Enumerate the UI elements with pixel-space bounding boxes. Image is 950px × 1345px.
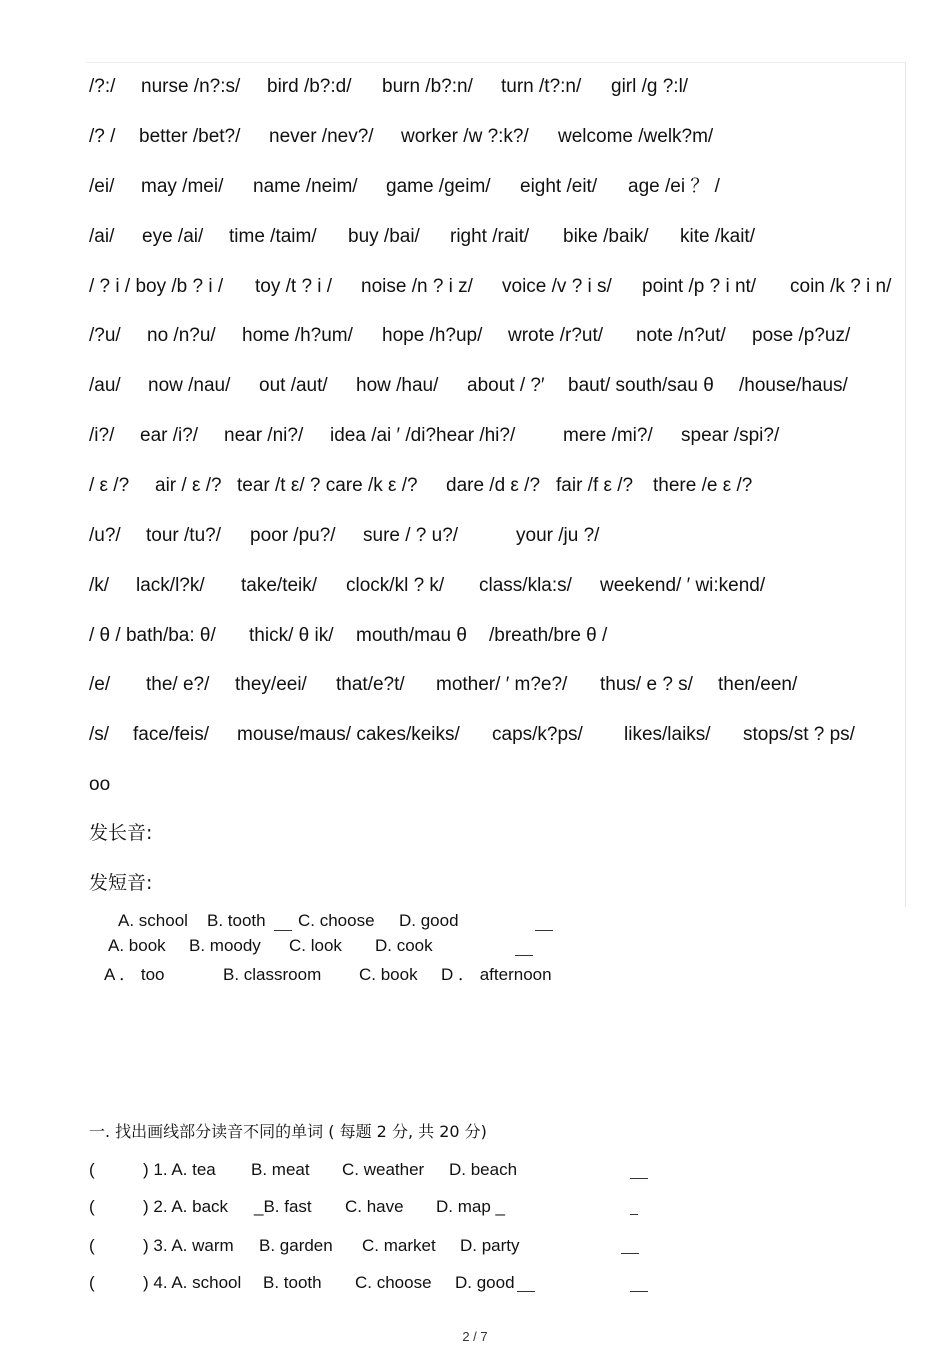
phonics-cell: clock/kl ? k/ [346, 575, 445, 596]
phonics-cell: stops/st ? ps/ [743, 724, 855, 745]
phonics-cell: hope /h?up/ [382, 325, 483, 346]
answer-blank [535, 930, 553, 931]
phonics-cell: /au/ [89, 375, 121, 396]
phonics-cell: pose /p?uz/ [752, 325, 851, 346]
phonics-cell: never /nev?/ [269, 126, 374, 147]
answer-paren: ( [89, 1236, 95, 1255]
short-sound-label: 发短音: [89, 872, 153, 894]
phonics-cell: girl /g ?:l/ [611, 76, 689, 97]
phonics-cell: right /rait/ [450, 226, 530, 247]
phonics-cell: turn /t?:n/ [501, 76, 582, 97]
option-d: D. map _ [436, 1197, 505, 1216]
answer-paren: ( [89, 1273, 95, 1292]
question-number: ) 4. A. school [143, 1273, 242, 1292]
phonics-cell: how /hau/ [356, 375, 439, 396]
phonics-cell: air / ε /? [155, 475, 222, 496]
option: C. choose [298, 911, 375, 930]
phonics-cell: better /bet?/ [139, 126, 241, 147]
option: D ． afternoon [441, 965, 552, 984]
phonics-cell: bird /b?:d/ [267, 76, 352, 97]
page-frame-top [86, 62, 906, 63]
phonics-cell: then/een/ [718, 674, 798, 695]
phonics-cell: kite /kait/ [680, 226, 755, 247]
phonics-cell: /i?/ [89, 425, 115, 446]
phonics-cell: likes/laiks/ [624, 724, 711, 745]
phonics-cell: worker /w ?:k?/ [401, 126, 529, 147]
phonics-cell: now /nau/ [148, 375, 231, 396]
question-number: ) 1. A. tea [143, 1160, 216, 1179]
option: A. book [108, 936, 166, 955]
phonics-cell: home /h?um/ [242, 325, 353, 346]
phonics-cell: age /ei ？ / [628, 176, 720, 197]
phonics-cell: spear /spi?/ [681, 425, 780, 446]
phonics-cell: voice /v ? i s/ [502, 276, 612, 297]
phonics-cell: / θ / bath/ba: θ/ [89, 625, 216, 646]
option-c: C. choose [355, 1273, 432, 1292]
phonics-cell: thick/ θ ik/ [249, 625, 334, 646]
phonics-cell: may /mei/ [141, 176, 224, 197]
phonics-cell: coin /k ? i n/ [790, 276, 892, 297]
phonics-cell: no /n?u/ [147, 325, 216, 346]
phonics-cell: weekend/ ′ wi:kend/ [600, 575, 766, 596]
option-c: C. market [362, 1236, 436, 1255]
phonics-cell: lack/l?k/ [136, 575, 205, 596]
phonics-cell: game /geim/ [386, 176, 491, 197]
phonics-cell: sure / ? u?/ [363, 525, 459, 546]
phonics-cell: caps/k?ps/ [492, 724, 583, 745]
option: C. look [289, 936, 342, 955]
answer-blank [274, 930, 292, 931]
phonics-cell: burn /b?:n/ [382, 76, 473, 97]
phonics-cell: baut/ south/sau θ [568, 375, 714, 396]
phonics-cell: /u?/ [89, 525, 121, 546]
phonics-cell: /k/ [89, 575, 110, 596]
option: D. good [399, 911, 459, 930]
phonics-cell: near /ni?/ [224, 425, 304, 446]
option: A. school [118, 911, 188, 930]
option-c: C. have [345, 1197, 404, 1216]
phonics-cell: ear /i?/ [140, 425, 199, 446]
phonics-cell: the/ e?/ [146, 674, 210, 695]
phonics-cell: mere /mi?/ [563, 425, 653, 446]
option-b: _B. fast [254, 1197, 312, 1216]
answer-blank [515, 955, 533, 956]
phonics-cell: note /n?ut/ [636, 325, 726, 346]
phonics-cell: / ? i / boy /b ? i / [89, 276, 224, 297]
question-number: ) 3. A. warm [143, 1236, 234, 1255]
phonics-cell: they/eei/ [235, 674, 307, 695]
phonics-cell: there /e ε /? [653, 475, 753, 496]
phonics-cell: poor /pu?/ [250, 525, 336, 546]
page-frame-right [905, 62, 906, 907]
option: A ． too [104, 965, 165, 984]
phonics-cell: point /p ? i nt/ [642, 276, 757, 297]
phonics-cell: mouse/maus/ cakes/keiks/ [237, 724, 460, 745]
phonics-cell: /?:/ [89, 76, 116, 97]
option-b: B. tooth [263, 1273, 322, 1292]
phonics-cell: / ε /? [89, 475, 130, 496]
answer-blank [517, 1291, 535, 1292]
phonics-cell: class/kla:s/ [479, 575, 572, 596]
answer-paren: ( [89, 1160, 95, 1179]
phonics-cell: noise /n ? i z/ [361, 276, 473, 297]
phonics-cell: fair /f ε /? [556, 475, 634, 496]
option-d: D. party [460, 1236, 520, 1255]
option: B. tooth [207, 911, 266, 930]
option: C. book [359, 965, 418, 984]
page-indicator: 2 / 7 [462, 1329, 488, 1344]
option: B. moody [189, 936, 261, 955]
answer-blank [621, 1253, 639, 1254]
option: B. classroom [223, 965, 322, 984]
phonics-cell: eye /ai/ [142, 226, 204, 247]
phonics-cell: bike /baik/ [563, 226, 649, 247]
phonics-cell: take/teik/ [241, 575, 318, 596]
phonics-cell: that/e?t/ [336, 674, 405, 695]
phonics-cell: dare /d ε /? [446, 475, 541, 496]
phonics-cell: oo [89, 774, 111, 795]
phonics-cell: /?u/ [89, 325, 121, 346]
section-heading: 一. 找出画线部分读音不同的单词 ( 每题 2 分, 共 20 分) [89, 1122, 487, 1141]
phonics-cell: /e/ [89, 674, 111, 695]
long-sound-label: 发长音: [89, 822, 153, 844]
phonics-cell: tear /t ε/ ? care /k ε /? [237, 475, 418, 496]
phonics-cell: idea /ai ′ /di?hear /hi?/ [330, 425, 516, 446]
option-d: D. beach [449, 1160, 518, 1179]
phonics-cell: time /taim/ [229, 226, 317, 247]
phonics-cell: wrote /r?ut/ [508, 325, 604, 346]
answer-blank [630, 1291, 648, 1292]
phonics-cell: eight /eit/ [520, 176, 598, 197]
phonics-cell: /breath/bre θ / [489, 625, 608, 646]
phonics-cell: toy /t ? i / [255, 276, 333, 297]
phonics-cell: /ei/ [89, 176, 115, 197]
option-b: B. meat [251, 1160, 310, 1179]
phonics-cell: tour /tu?/ [146, 525, 221, 546]
option: D. cook [375, 936, 433, 955]
answer-blank [630, 1214, 638, 1215]
phonics-cell: about / ?′ [467, 375, 545, 396]
phonics-cell: thus/ e ? s/ [600, 674, 693, 695]
phonics-cell: /s/ [89, 724, 110, 745]
phonics-cell: mouth/mau θ [356, 625, 467, 646]
question-number: ) 2. A. back [143, 1197, 229, 1216]
phonics-cell: /house/haus/ [739, 375, 848, 396]
phonics-cell: out /aut/ [259, 375, 328, 396]
phonics-cell: /? / [89, 126, 116, 147]
phonics-cell: mother/ ′ m?e?/ [436, 674, 568, 695]
option-d: D. good [455, 1273, 515, 1292]
phonics-cell: /ai/ [89, 226, 115, 247]
phonics-cell: buy /bai/ [348, 226, 420, 247]
option-c: C. weather [342, 1160, 425, 1179]
phonics-cell: your /ju ?/ [516, 525, 600, 546]
phonics-cell: face/feis/ [133, 724, 210, 745]
answer-blank [630, 1178, 648, 1179]
answer-paren: ( [89, 1197, 95, 1216]
phonics-cell: nurse /n?:s/ [141, 76, 241, 97]
phonics-cell: welcome /welk?m/ [558, 126, 714, 147]
phonics-cell: name /neim/ [253, 176, 358, 197]
option-b: B. garden [259, 1236, 333, 1255]
